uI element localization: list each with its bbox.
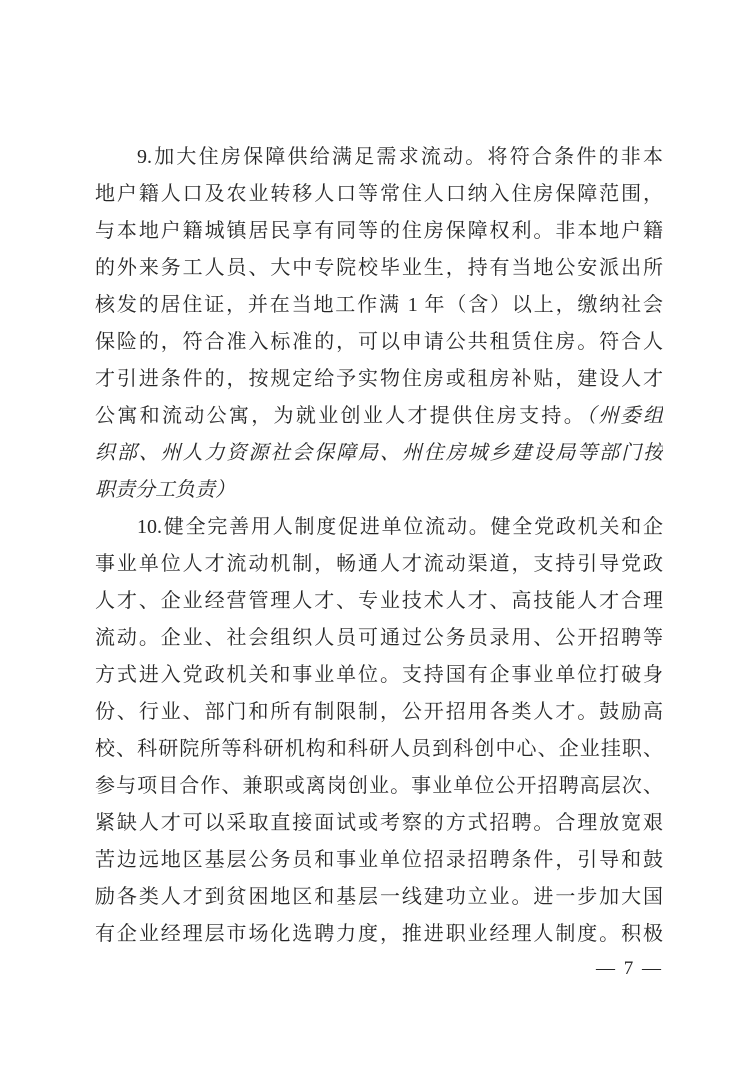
text-line <box>95 472 663 509</box>
text-line <box>95 546 663 583</box>
body-text: 流动。企业、社会组织人员可通过公务员录用、公开招聘等 <box>95 627 663 649</box>
body-text: 与本地户籍城镇居民享有同等的住房保障权利。非本地户籍 <box>95 220 663 242</box>
text-line <box>95 398 663 435</box>
text-line <box>95 916 663 953</box>
paragraph-item-10 <box>95 509 663 953</box>
body-text: 紧缺人才可以采取直接面试或考察的方式招聘。合理放宽艰 <box>95 812 663 834</box>
attribution-text: 织部、州人力资源社会保障局、州住房城乡建设局等部门按 <box>95 442 663 464</box>
body-text: 方式进入党政机关和事业单位。支持国有企事业单位打破身 <box>95 664 663 686</box>
paragraph-item-9 <box>95 139 663 509</box>
body-text: 有企业经理层市场化选聘力度，推进职业经理人制度。积极 <box>95 923 663 945</box>
text-line <box>95 768 663 805</box>
body-text: 苦边远地区基层公务员和事业单位招录招聘条件，引导和鼓 <box>95 849 663 871</box>
body-text: 公寓和流动公寓，为就业创业人才提供住房支持。 <box>95 405 587 427</box>
text-line <box>95 139 663 176</box>
text-line <box>95 213 663 250</box>
text-line <box>95 250 663 287</box>
body-text: 才引进条件的，按规定给予实物住房或租房补贴，建设人才 <box>95 368 663 390</box>
attribution-text: 职责分工负责） <box>95 479 235 501</box>
text-line <box>95 361 663 398</box>
body-text: 保险的，符合准入标准的，可以申请公共租赁住房。符合人 <box>95 331 663 353</box>
text-line <box>95 657 663 694</box>
text-line <box>95 583 663 620</box>
attribution-text: （州委组 <box>586 405 663 427</box>
text-line <box>95 694 663 731</box>
text-line <box>95 879 663 916</box>
body-text: 10.健全完善用人制度促进单位流动。健全党政机关和企 <box>137 516 663 538</box>
text-line <box>95 176 663 213</box>
body-text: 校、科研院所等科研机构和科研人员到科创中心、企业挂职、 <box>95 738 663 760</box>
text-line <box>95 620 663 657</box>
body-text: 的外来务工人员、大中专院校毕业生，持有当地公安派出所 <box>95 257 663 279</box>
body-text: 参与项目合作、兼职或离岗创业。事业单位公开招聘高层次、 <box>95 775 663 797</box>
text-line <box>95 509 663 546</box>
text-line <box>95 731 663 768</box>
body-text: 核发的居住证，并在当地工作满 1 年（含）以上，缴纳社会 <box>95 294 663 316</box>
body-text: 励各类人才到贫困地区和基层一线建功立业。进一步加大国 <box>95 886 663 908</box>
document-body <box>95 139 663 953</box>
body-text: 人才、企业经营管理人才、专业技术人才、高技能人才合理 <box>95 590 663 612</box>
body-text: 9.加大住房保障供给满足需求流动。将符合条件的非本 <box>137 146 663 168</box>
text-line <box>95 435 663 472</box>
body-text: 事业单位人才流动机制，畅通人才流动渠道，支持引导党政 <box>95 553 663 575</box>
body-text: 份、行业、部门和所有制限制，公开招用各类人才。鼓励高 <box>95 701 663 723</box>
text-line <box>95 287 663 324</box>
body-text: 地户籍人口及农业转移人口等常住人口纳入住房保障范围， <box>95 183 663 205</box>
text-line <box>95 842 663 879</box>
page-number: — 7 — <box>596 958 663 979</box>
text-line <box>95 805 663 842</box>
text-line <box>95 324 663 361</box>
